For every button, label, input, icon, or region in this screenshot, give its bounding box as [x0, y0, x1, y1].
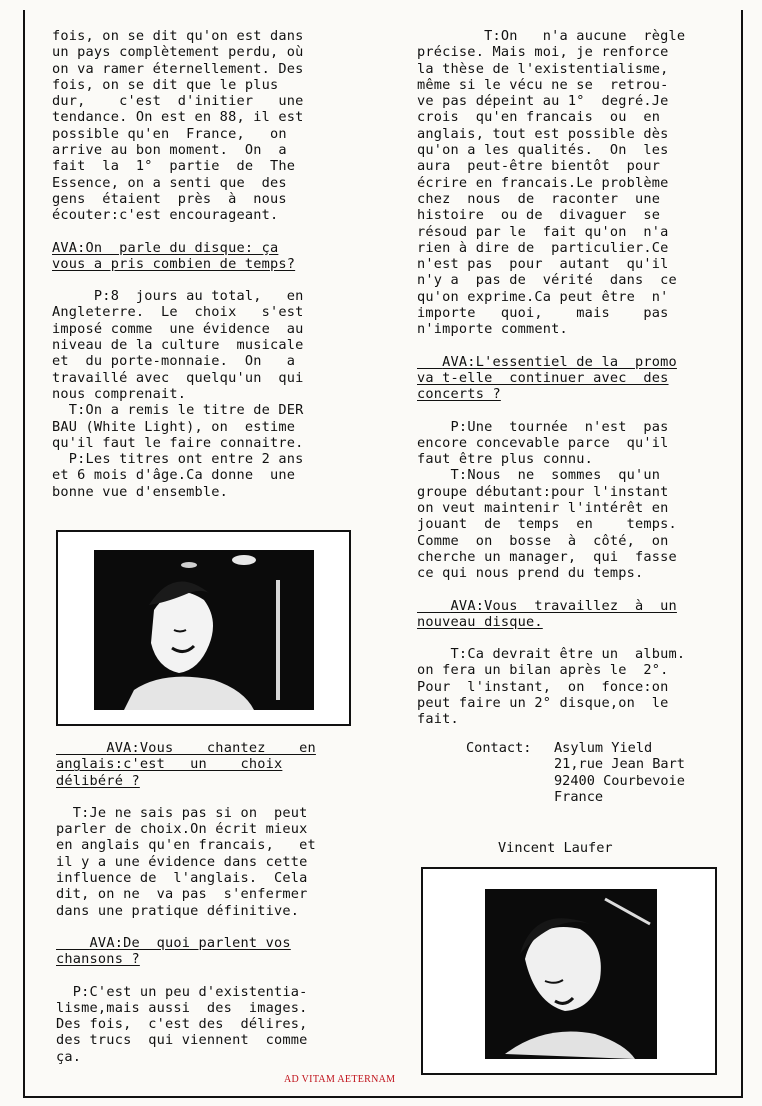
left-column [52, 28, 354, 500]
text-line: qu'on a les qualités. On les [417, 142, 669, 159]
text-line: influence de l'anglais. Cela [56, 870, 308, 887]
text-line: Des fois, c'est des délires, [56, 1016, 308, 1033]
text-line: T:Nous ne sommes qu'un [417, 467, 661, 484]
text-line: on veut maintenir l'intérêt en [417, 500, 669, 517]
answer-disque [52, 288, 354, 500]
text-line: n'y a pas de vérité dans ce [417, 272, 677, 289]
text-line: on va ramer éternellement. Des [52, 60, 304, 77]
text-line: niveau de la culture musicale [52, 337, 304, 354]
left-column-lower [56, 740, 354, 1065]
text-line: imposé comme une évidence au [52, 320, 304, 337]
text-line: Essence, on a senti que des [52, 174, 287, 191]
text-line: Pour l'instant, on fonce:on [417, 678, 669, 695]
question-anglais [56, 740, 354, 789]
text-line: AVA:Vous chantez en [56, 740, 316, 756]
text-line: ce qui nous prend du temps. [417, 565, 644, 582]
text-line: P:8 jours au total, en [52, 288, 304, 305]
text-line: fois, on se dit que le plus [52, 76, 279, 93]
text-line: écrire en francais.Le problème [417, 174, 669, 191]
text-line: peut faire un 2° disque,on le [417, 694, 669, 711]
text-line: groupe débutant:pour l'instant [417, 483, 669, 500]
answer-existentialisme [417, 28, 711, 338]
text-line: va t-elle continuer avec des [417, 369, 669, 386]
question-chansons [56, 935, 354, 968]
text-line: chansons ? [56, 951, 140, 968]
text-line: T:On a remis le titre de DER [52, 402, 304, 419]
text-line: on fera un bilan après le 2°. [417, 662, 669, 679]
text-line: n'importe comment. [417, 321, 568, 338]
text-line: écouter:c'est encourageant. [52, 207, 279, 224]
text-line: Comme on bosse à côté, on [417, 532, 669, 549]
footer-title: AD VITAM AETERNAM [284, 1074, 396, 1085]
text-line: tendance. On est en 88, il est [52, 109, 304, 126]
text-line: qu'on exprime.Ca peut être n' [417, 288, 669, 305]
text-line: aura peut-être bientôt pour [417, 158, 661, 175]
text-line: importe quoi, mais pas [417, 305, 669, 322]
text-line: résoud par le fait qu'on n'a [417, 223, 669, 240]
text-line: P:C'est un peu d'existentia- [56, 983, 308, 1000]
contact-block [466, 740, 685, 805]
text-line: précise. Mais moi, je renforce [417, 44, 669, 61]
text-line: nous comprenait. [52, 385, 187, 402]
text-line: nouveau disque. [417, 613, 543, 630]
text-line: même si le vécu ne se retrou- [417, 76, 669, 93]
text-line: crois qu'en francais ou en [417, 109, 661, 126]
contact-line: Asylum Yield [554, 740, 653, 756]
text-line: fois, on se dit qu'on est dans [52, 28, 304, 44]
singer-photo-1 [94, 550, 314, 710]
text-line: dur, c'est d'initier une [52, 93, 304, 110]
text-line: P:Les titres ont entre 2 ans [52, 451, 304, 468]
text-line: concerts ? [417, 386, 501, 403]
singer-photo-2 [485, 889, 657, 1059]
text-line: AVA:L'essentiel de la promo [417, 353, 677, 370]
text-line: des trucs qui viennent comme [56, 1032, 308, 1049]
answer-anglais [56, 805, 354, 919]
text-line: vous a pris combien de temps? [52, 255, 296, 272]
text-line: AVA:Vous travaillez à un [417, 597, 677, 614]
right-column [417, 28, 711, 728]
text-line: encore concevable parce qu'il [417, 434, 669, 451]
text-line: n'est pas pour autant qu'il [417, 256, 669, 273]
question-promo [417, 354, 711, 403]
text-line: chez nous de raconter une [417, 190, 661, 207]
photo-frame-1 [56, 530, 351, 726]
text-line: T:On n'a aucune règle [417, 28, 686, 44]
text-line: T:Je ne sais pas si on peut [56, 804, 308, 821]
question-nouveau [417, 598, 711, 631]
text-line: fait. [417, 711, 459, 728]
text-line: dit, on ne va pas s'enfermer [56, 886, 308, 903]
text-line: parler de choix.On écrit mieux [56, 821, 308, 838]
text-line: fait la 1° partie de The [52, 158, 296, 175]
answer-promo [417, 419, 711, 582]
text-line: faut être plus connu. [417, 451, 594, 468]
text-line: T:Ca devrait être un album. [417, 646, 686, 663]
text-line: un pays complètement perdu, où [52, 44, 304, 61]
text-line: Angleterre. Le choix s'est [52, 304, 304, 321]
text-line: arrive au bon moment. On a [52, 142, 287, 159]
contact-line: 92400 Courbevoie [554, 772, 685, 789]
intro-paragraph [52, 28, 354, 224]
text-line: délibéré ? [56, 772, 140, 789]
photo-credit: Vincent Laufer [498, 840, 613, 856]
text-line: gens étaient près à nous [52, 190, 287, 207]
text-line: jouant de temps en temps. [417, 516, 677, 533]
photo-frame-2 [421, 867, 717, 1075]
text-line: AVA:De quoi parlent vos [56, 934, 291, 951]
text-line: bonne vue d'ensemble. [52, 483, 229, 500]
text-line: rien à dire de particulier.Ce [417, 239, 669, 256]
text-line: travaillé avec quelqu'un qui [52, 369, 304, 386]
text-line: BAU (White Light), on estime [52, 418, 296, 435]
text-line: qu'il faut le faire connaitre. [52, 434, 304, 451]
contact-line: 21,rue Jean Bart [554, 756, 685, 773]
text-line: histoire ou de divaguer se [417, 207, 661, 224]
text-line: il y a une évidence dans cette [56, 853, 308, 870]
answer-nouveau [417, 646, 711, 727]
text-line: possible qu'en France, on [52, 125, 287, 142]
text-line: ça. [56, 1048, 82, 1065]
text-line: dans une pratique définitive. [56, 902, 300, 919]
contact-address [554, 740, 685, 805]
answer-chansons [56, 984, 354, 1065]
text-line: anglais:c'est un choix [56, 756, 283, 773]
text-line: cherche un manager, qui fasse [417, 548, 677, 565]
text-line: la thèse de l'existentialisme, [417, 60, 669, 77]
question-disque [52, 240, 354, 273]
text-line: et du porte-monnaie. On a [52, 353, 296, 370]
text-line: AVA:On parle du disque: ça [52, 239, 279, 256]
text-line: anglais, tout est possible dès [417, 125, 669, 142]
text-line: ve pas dépeint au 1° degré.Je [417, 93, 669, 110]
text-line: en anglais qu'en francais, et [56, 837, 316, 854]
text-line: et 6 mois d'âge.Ca donne une [52, 467, 296, 484]
contact-line: France [554, 788, 604, 805]
text-line: lisme,mais aussi des images. [56, 999, 308, 1016]
text-line: P:Une tournée n'est pas [417, 418, 669, 435]
contact-label: Contact: [466, 740, 532, 756]
